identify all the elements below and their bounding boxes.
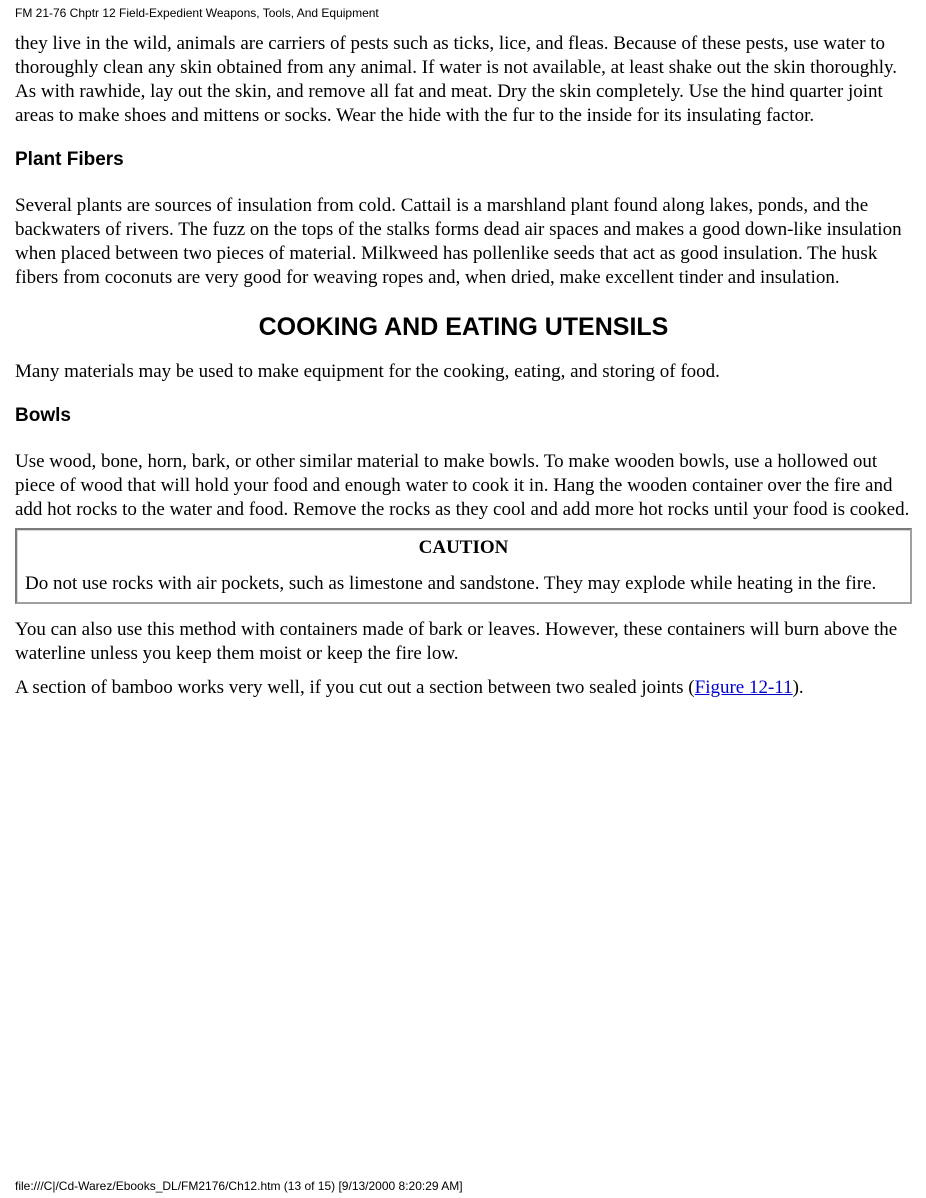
caution-title: CAUTION bbox=[418, 537, 509, 558]
page-footer: file:///C|/Cd-Warez/Ebooks_DL/FM2176/Ch12.htm (13 of 15) [9/13/2000 8:20:29 AM] bbox=[15, 1179, 463, 1193]
heading-cooking-utensils: COOKING AND EATING UTENSILS bbox=[258, 313, 669, 341]
paragraph-bamboo bbox=[15, 676, 912, 700]
document-content bbox=[15, 32, 912, 710]
heading-plant-fibers: Plant Fibers bbox=[15, 149, 124, 170]
bamboo-text: A section of bamboo works very well, if you cut out a section between two sealed joints ( bbox=[15, 677, 695, 698]
caution-box bbox=[15, 528, 912, 604]
paragraph-cooking-intro: Many materials may be used to make equipment for the cooking, eating, and storing of food. bbox=[15, 361, 720, 382]
caution-text: Do not use rocks with air pockets, such as limestone and sandstone. They may explode while heating in the fire. bbox=[25, 573, 877, 594]
paragraph-plant-fibers: Several plants are sources of insulation from cold. Cattail is a marshland plant found along lakes, ponds, and the backwaters of rivers. The fuzz on the tops of the stalks forms dead air spaces and makes a good down-like insulation when placed between two pieces of material. Milkweed has pollenlike seeds that act as good insulation. The husk fibers from coconuts are very good for weaving ropes and, when dried, make excellent tinder and insulation. bbox=[15, 195, 902, 288]
paragraph-bowls: Use wood, bone, horn, bark, or other similar material to make bowls. To make wooden bowls, use a hollowed out piece of wood that will hold your food and enough water to cook it in. Hang the wooden container over the fire and add hot rocks to the water and food. Remove the rocks as they cool and add more hot rocks until your food is cooked. bbox=[15, 451, 910, 520]
paragraph-bark-leaves: You can also use this method with containers made of bark or leaves. However, these containers will burn above the waterline unless you keep them moist or keep the fire low. bbox=[15, 619, 898, 664]
heading-bowls: Bowls bbox=[15, 405, 71, 426]
bamboo-text-end: ). bbox=[792, 677, 804, 698]
paragraph-hides: they live in the wild, animals are carriers of pests such as ticks, lice, and fleas. Because of these pests, use water to thoroughly clean any skin obtained from any animal. If water is not available, at least shake out the skin thoroughly. As with rawhide, lay out the skin, and remove all fat and meat. Dry the skin completely. Use the hind quarter joint areas to make shoes and mittens or socks. Wear the hide with the fur to the inside for its insulating factor. bbox=[15, 33, 898, 126]
figure-12-11-link[interactable]: Figure 12-11 bbox=[694, 677, 793, 698]
page-header: FM 21-76 Chptr 12 Field-Expedient Weapons, Tools, And Equipment bbox=[15, 6, 379, 20]
